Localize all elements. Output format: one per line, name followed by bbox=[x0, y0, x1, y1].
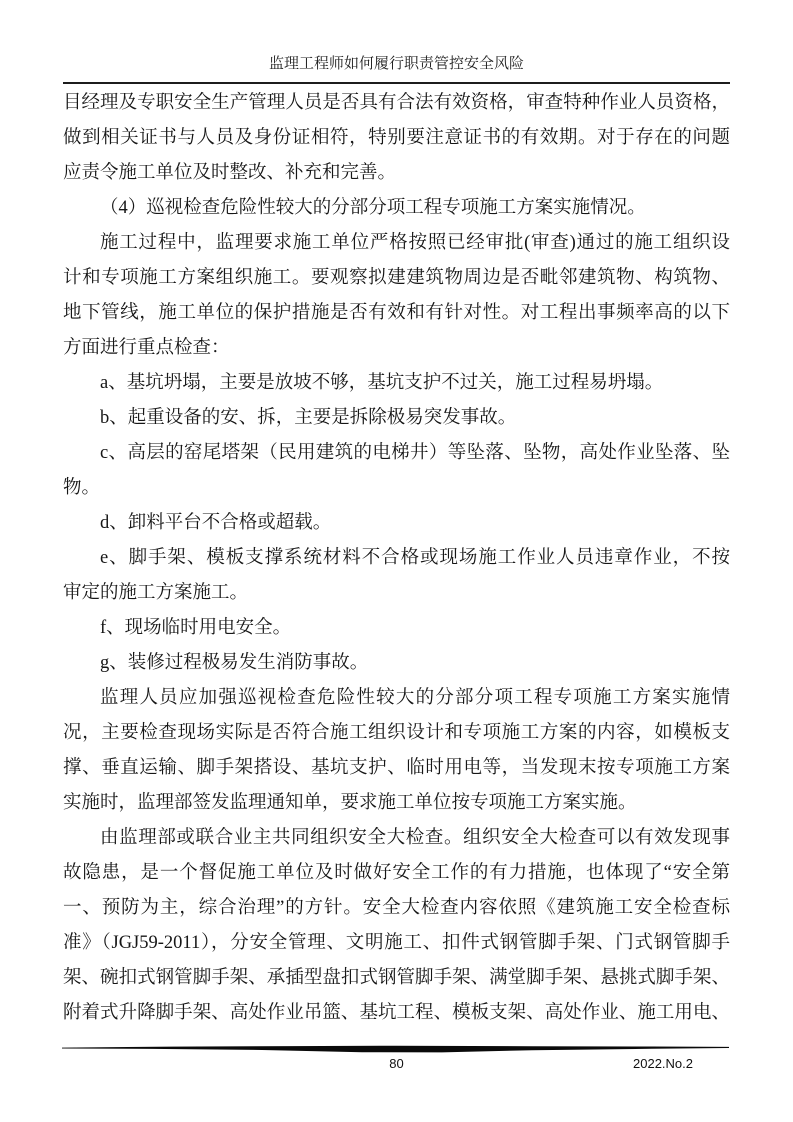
body-line: d、卸料平台不合格或超载。 bbox=[100, 513, 332, 533]
body-line: 一、预防为主，综合治理”的方针。安全大检查内容依照《建筑施工安全检查标 bbox=[63, 898, 730, 918]
body-line: 监理人员应加强巡视检查危险性较大的分部分项工程专项施工方案实施情 bbox=[100, 688, 730, 708]
body-line: 故隐患，是一个督促施工单位及时做好安全工作的有力措施，也体现了“安全第 bbox=[63, 863, 730, 883]
article-body bbox=[63, 86, 730, 1031]
body-line: 由监理部或联合业主共同组织安全大检查。组织安全大检查可以有效发现事 bbox=[100, 828, 730, 848]
body-line: 准》（JGJ59-2011），分安全管理、文明施工、扣件式钢管脚手架、门式钢管脚手 bbox=[63, 933, 730, 953]
body-line: a、基坑坍塌，主要是放坡不够，基坑支护不过关，施工过程易坍塌。 bbox=[100, 373, 664, 393]
body-line: 地下管线，施工单位的保护措施是否有效和有针对性。对工程出事频率高的以下 bbox=[63, 303, 730, 323]
body-line: 附着式升降脚手架、高处作业吊篮、基坑工程、模板支架、高处作业、施工用电、 bbox=[63, 1003, 730, 1023]
body-line: b、起重设备的安、拆，主要是拆除极易突发事故。 bbox=[100, 408, 517, 428]
body-line: f、现场临时用电安全。 bbox=[100, 618, 292, 638]
running-header-title: 监理工程师如何履行职责管控安全风险 bbox=[268, 56, 524, 72]
header-rule bbox=[63, 82, 730, 84]
body-line: g、装修过程极易发生消防事故。 bbox=[100, 653, 369, 673]
body-line: 计和专项施工方案组织施工。要观察拟建建筑物周边是否毗邻建筑物、构筑物、 bbox=[63, 268, 730, 288]
issue-label: 2022.No.2 bbox=[633, 1056, 693, 1071]
body-line: 物。 bbox=[63, 478, 101, 498]
body-line: 况，主要检查现场实际是否符合施工组织设计和专项施工方案的内容，如模板支 bbox=[63, 723, 730, 743]
body-line: c、高层的窑尾塔架（民用建筑的电梯井）等坠落、坠物，高处作业坠落、坠 bbox=[100, 443, 730, 463]
body-line: （4）巡视检查危险性较大的分部分项工程专项施工方案实施情况。 bbox=[100, 198, 646, 218]
page-number: 80 bbox=[389, 1056, 404, 1071]
body-line: 方面进行重点检查： bbox=[63, 338, 230, 358]
body-line: 撑、垂直运输、脚手架搭设、基坑支护、临时用电等，当发现末按专项施工方案 bbox=[63, 758, 730, 778]
body-line: 施工过程中，监理要求施工单位严格按照已经审批(审查)通过的施工组织设 bbox=[100, 233, 730, 253]
body-line: 审定的施工方案施工。 bbox=[63, 583, 249, 603]
body-line: 应责令施工单位及时整改、补充和完善。 bbox=[63, 163, 397, 183]
body-line: 实施时，监理部签发监理通知单，要求施工单位按专项施工方案实施。 bbox=[63, 793, 637, 813]
body-line: 做到相关证书与人员及身份证相符，特别要注意证书的有效期。对于存在的问题 bbox=[63, 128, 730, 148]
body-line: 目经理及专职安全生产管理人员是否具有合法有效资格，审查特种作业人员资格， bbox=[63, 93, 730, 113]
body-line: e、脚手架、模板支撑系统材料不合格或现场施工作业人员违章作业，不按 bbox=[100, 548, 730, 568]
body-line: 架、碗扣式钢管脚手架、承插型盘扣式钢管脚手架、满堂脚手架、悬挑式脚手架、 bbox=[63, 968, 730, 988]
footer-rule bbox=[62, 1045, 729, 1054]
